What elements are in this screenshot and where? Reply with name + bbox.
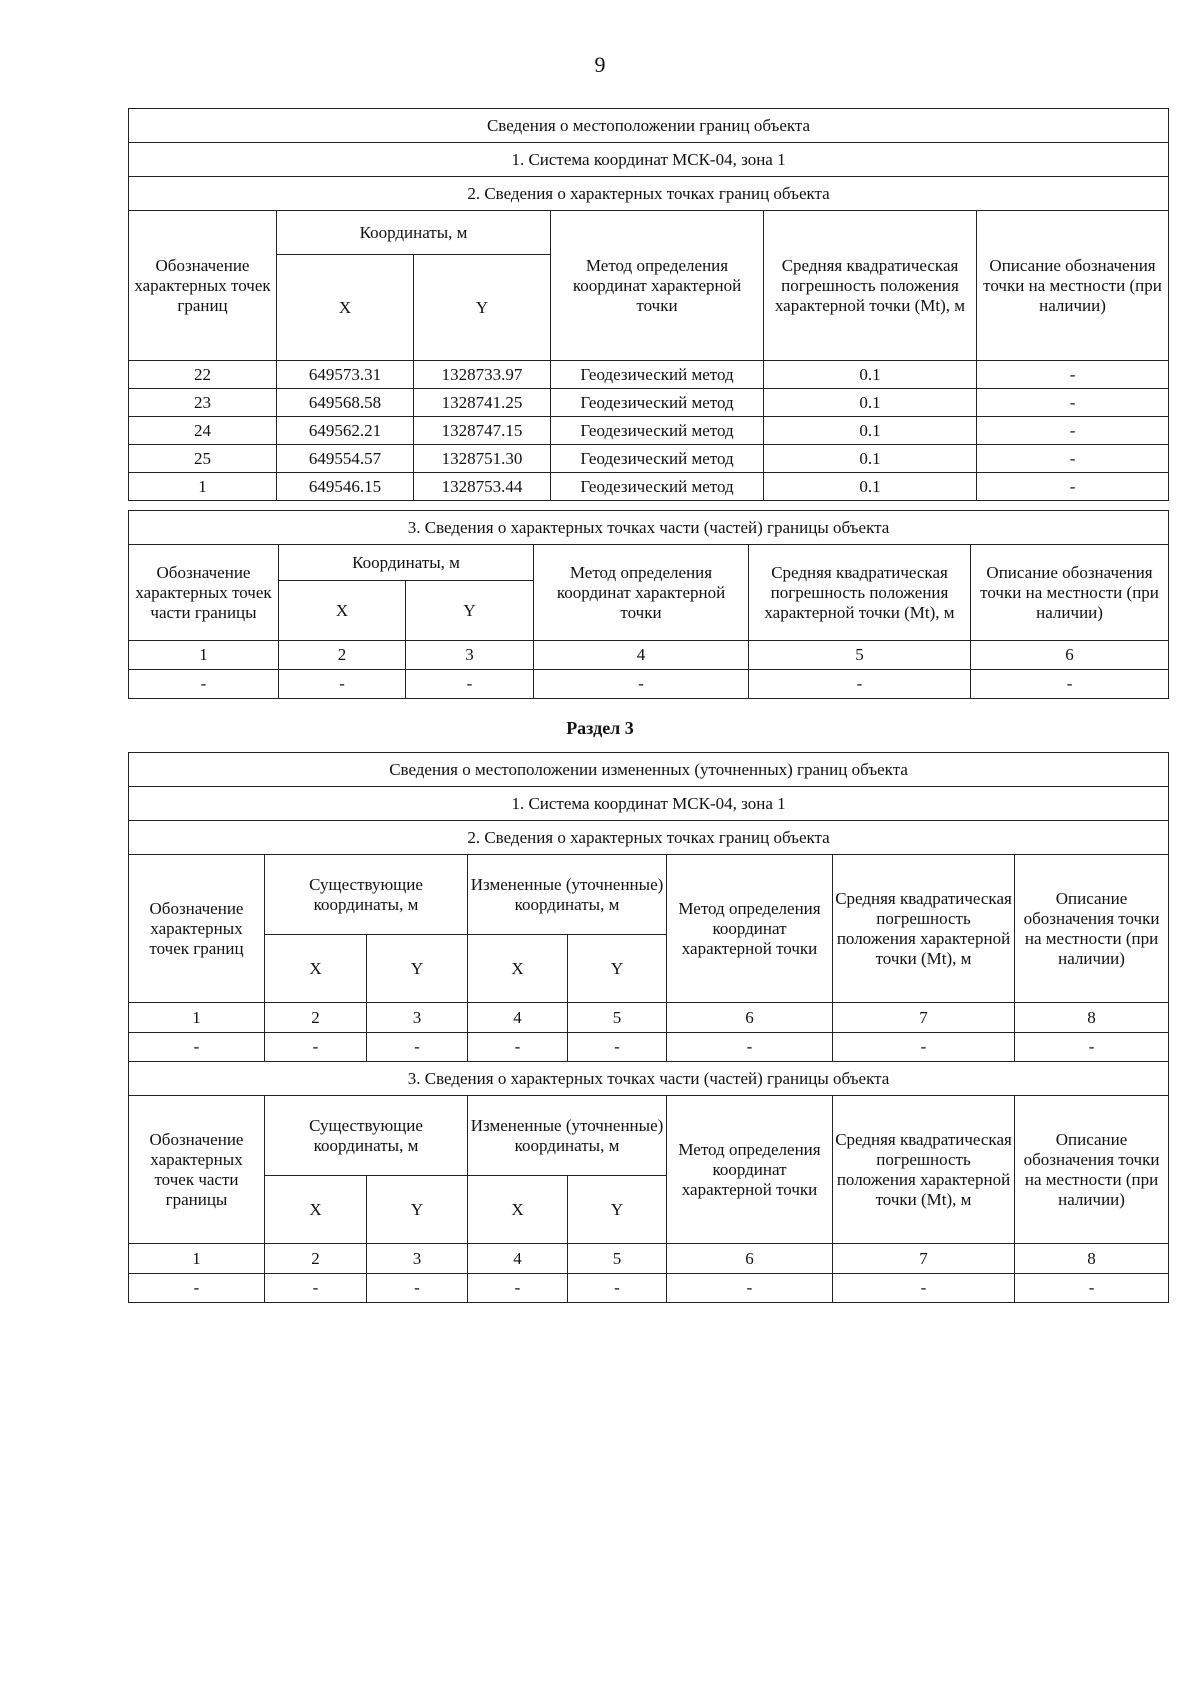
part-header-method: Метод определения координат характерной точки: [534, 545, 749, 641]
point-y: 1328733.97: [414, 361, 551, 389]
header-description: Описание обозначения точки на местности (при наличии): [1015, 855, 1169, 1003]
header-error: Средняя квадратическая погрешность положения характерной точки (Mt), м: [833, 855, 1015, 1003]
empty-cell: -: [129, 1033, 265, 1062]
empty-cell: -: [129, 670, 279, 699]
point-x: 649554.57: [277, 445, 414, 473]
part-header-designation: Обозначение характерных точек части границы: [129, 545, 279, 641]
part-header-x: X: [265, 1176, 367, 1244]
part-header-description: Описание обозначения точки на местности (при наличии): [971, 545, 1169, 641]
header-changed-coords: Измененные (уточненные) координаты, м: [468, 855, 667, 935]
table-title: Сведения о местоположении границ объекта: [129, 109, 1169, 143]
empty-cell: -: [129, 1274, 265, 1303]
page-number: 9: [594, 52, 606, 77]
empty-cell: -: [749, 670, 971, 699]
table-row: [129, 1274, 1169, 1303]
column-number: 1: [129, 641, 279, 670]
part-header-description: Описание обозначения точки на местности (при наличии): [1015, 1096, 1169, 1244]
part-header-x: X: [279, 581, 406, 641]
header-method: Метод определения координат характерной точки: [667, 855, 833, 1003]
header-y: Y: [414, 255, 551, 361]
point-method: Геодезический метод: [551, 389, 764, 417]
part-header-designation: Обозначение характерных точек части границы: [129, 1096, 265, 1244]
table-row: [129, 417, 1169, 445]
header-coords: Координаты, м: [277, 211, 551, 255]
column-number-row: [129, 641, 1169, 670]
empty-cell: -: [568, 1274, 667, 1303]
point-y: 1328747.15: [414, 417, 551, 445]
empty-cell: -: [534, 670, 749, 699]
coord-system-label: 1. Система координат МСК-04, зона 1: [129, 787, 1169, 821]
empty-cell: -: [833, 1274, 1015, 1303]
point-mt: 0.1: [764, 417, 977, 445]
table-row: [129, 670, 1169, 699]
table-row: [129, 1033, 1169, 1062]
header-designation: Обозначение характерных точек границ: [129, 855, 265, 1003]
header-description: Описание обозначения точки на местности (при наличии): [977, 211, 1169, 361]
header-existing-coords: Существующие координаты, м: [265, 855, 468, 935]
column-number: 5: [568, 1003, 667, 1033]
column-number: 2: [265, 1003, 367, 1033]
point-mt: 0.1: [764, 473, 977, 501]
column-number: 4: [534, 641, 749, 670]
table-row: [129, 473, 1169, 501]
point-method: Геодезический метод: [551, 445, 764, 473]
header-x: X: [468, 935, 568, 1003]
header-y: Y: [568, 935, 667, 1003]
point-x: 649573.31: [277, 361, 414, 389]
column-number: 1: [129, 1244, 265, 1274]
point-x: 649562.21: [277, 417, 414, 445]
part-header-changed-coords: Измененные (уточненные) координаты, м: [468, 1096, 667, 1176]
coord-system-label: 1. Система координат МСК-04, зона 1: [129, 143, 1169, 177]
empty-cell: -: [367, 1274, 468, 1303]
changed-boundaries-table: [128, 752, 1169, 1303]
part-subtitle: 3. Сведения о характерных точках части (частей) границы объекта: [129, 511, 1169, 545]
point-y: 1328751.30: [414, 445, 551, 473]
point-method: Геодезический метод: [551, 417, 764, 445]
column-number: 3: [367, 1003, 468, 1033]
empty-cell: -: [468, 1274, 568, 1303]
part-header-y: Y: [367, 1176, 468, 1244]
point-y: 1328753.44: [414, 473, 551, 501]
empty-cell: -: [568, 1033, 667, 1062]
header-designation: Обозначение характерных точек границ: [129, 211, 277, 361]
point-desc: -: [977, 445, 1169, 473]
part-header-method: Метод определения координат характерной точки: [667, 1096, 833, 1244]
empty-cell: -: [468, 1033, 568, 1062]
column-number-row: [129, 1244, 1169, 1274]
column-number: 1: [129, 1003, 265, 1033]
part-header-existing-coords: Существующие координаты, м: [265, 1096, 468, 1176]
point-id: 22: [129, 361, 277, 389]
point-mt: 0.1: [764, 445, 977, 473]
empty-cell: -: [833, 1033, 1015, 1062]
empty-cell: -: [667, 1274, 833, 1303]
empty-cell: -: [1015, 1033, 1169, 1062]
header-method: Метод определения координат характерной точки: [551, 211, 764, 361]
point-id: 24: [129, 417, 277, 445]
empty-cell: -: [265, 1274, 367, 1303]
part-header-coords: Координаты, м: [279, 545, 534, 581]
point-desc: -: [977, 417, 1169, 445]
part-subtitle: 3. Сведения о характерных точках части (частей) границы объекта: [129, 1062, 1169, 1096]
part-header-x: X: [468, 1176, 568, 1244]
table-row: [129, 389, 1169, 417]
point-mt: 0.1: [764, 389, 977, 417]
table-row: [129, 445, 1169, 473]
column-number: 2: [265, 1244, 367, 1274]
column-number: 4: [468, 1244, 568, 1274]
empty-cell: -: [265, 1033, 367, 1062]
point-mt: 0.1: [764, 361, 977, 389]
header-error: Средняя квадратическая погрешность положения характерной точки (Mt), м: [764, 211, 977, 361]
empty-cell: -: [1015, 1274, 1169, 1303]
column-number: 8: [1015, 1244, 1169, 1274]
boundary-points-table: [128, 108, 1169, 501]
table-title: Сведения о местоположении измененных (уточненных) границ объекта: [129, 753, 1169, 787]
header-x: X: [265, 935, 367, 1003]
column-number: 6: [667, 1003, 833, 1033]
point-desc: -: [977, 473, 1169, 501]
point-x: 649568.58: [277, 389, 414, 417]
header-x: X: [277, 255, 414, 361]
column-number: 7: [833, 1003, 1015, 1033]
point-method: Геодезический метод: [551, 361, 764, 389]
empty-cell: -: [406, 670, 534, 699]
part-header-y: Y: [406, 581, 534, 641]
part-points-table: [128, 510, 1169, 699]
column-number: 5: [568, 1244, 667, 1274]
point-x: 649546.15: [277, 473, 414, 501]
column-number: 6: [667, 1244, 833, 1274]
header-y: Y: [367, 935, 468, 1003]
point-id: 25: [129, 445, 277, 473]
point-method: Геодезический метод: [551, 473, 764, 501]
empty-cell: -: [279, 670, 406, 699]
section-heading: Раздел 3: [566, 718, 634, 738]
point-desc: -: [977, 389, 1169, 417]
column-number: 8: [1015, 1003, 1169, 1033]
column-number: 2: [279, 641, 406, 670]
part-header-error: Средняя квадратическая погрешность положения характерной точки (Mt), м: [833, 1096, 1015, 1244]
part-header-error: Средняя квадратическая погрешность положения характерной точки (Mt), м: [749, 545, 971, 641]
empty-cell: -: [667, 1033, 833, 1062]
point-id: 1: [129, 473, 277, 501]
point-y: 1328741.25: [414, 389, 551, 417]
column-number: 5: [749, 641, 971, 670]
points-subtitle: 2. Сведения о характерных точках границ объекта: [129, 177, 1169, 211]
point-desc: -: [977, 361, 1169, 389]
table-row: [129, 361, 1169, 389]
point-id: 23: [129, 389, 277, 417]
empty-cell: -: [971, 670, 1169, 699]
column-number-row: [129, 1003, 1169, 1033]
column-number: 6: [971, 641, 1169, 670]
column-number: 3: [367, 1244, 468, 1274]
column-number: 7: [833, 1244, 1015, 1274]
part-header-y: Y: [568, 1176, 667, 1244]
column-number: 3: [406, 641, 534, 670]
column-number: 4: [468, 1003, 568, 1033]
points-subtitle: 2. Сведения о характерных точках границ объекта: [129, 821, 1169, 855]
empty-cell: -: [367, 1033, 468, 1062]
